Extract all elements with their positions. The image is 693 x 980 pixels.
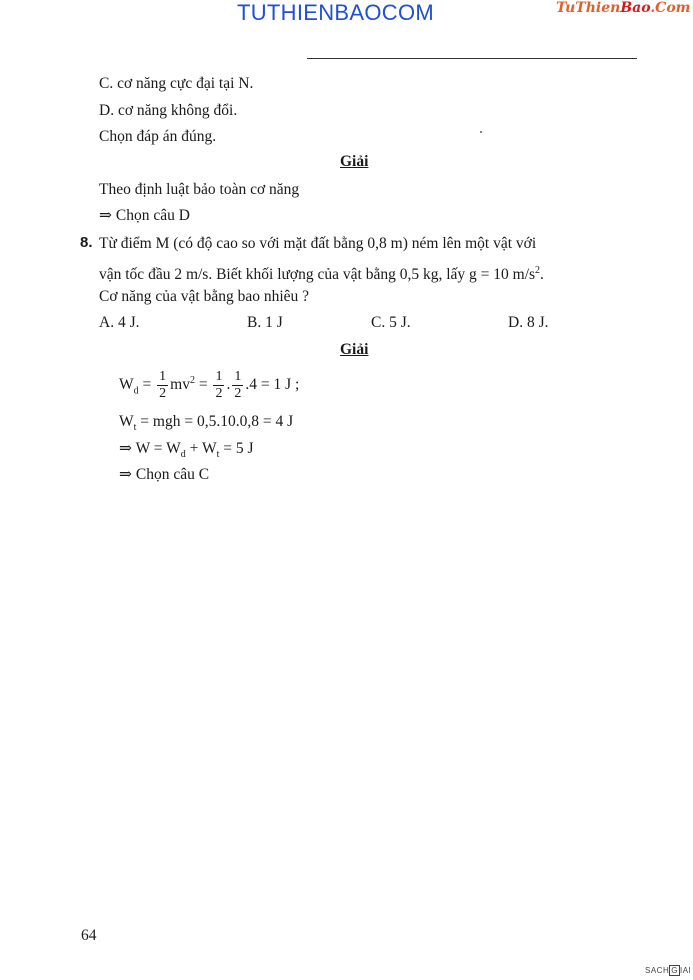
- eq2-lhs-sub: t: [133, 422, 137, 434]
- question-number: 8.: [80, 234, 93, 251]
- equation-total-energy: [119, 439, 254, 465]
- question-line-2: [99, 261, 544, 285]
- question-line-2-sup: 2: [535, 265, 541, 276]
- logo-part-1: TuThien: [556, 0, 621, 16]
- eq1-equals-2: =: [194, 376, 212, 394]
- site-brand: TUTHIENBAOCOM: [237, 0, 435, 25]
- header-rule: [307, 58, 637, 59]
- solution-conclusion: ⇒ Chọn câu C: [119, 466, 210, 483]
- eq1-term-sup: 2: [189, 375, 195, 386]
- site-logo: [556, 0, 690, 16]
- eq3-sub-1: d: [180, 449, 186, 461]
- prev-solution-heading: Giải: [340, 153, 369, 170]
- fraction-one-half-3: [232, 369, 243, 402]
- question-line-2-end: .: [540, 266, 544, 284]
- answer-option-d: D. 8 J.: [508, 314, 549, 331]
- eq3-prefix: ⇒ W = W: [119, 440, 181, 457]
- eq1-equals: =: [138, 376, 156, 394]
- eq2-lhs: W: [119, 413, 134, 430]
- speck: [480, 131, 482, 133]
- footer-brand-right: IAI: [679, 966, 692, 975]
- eq3-sub-2: t: [216, 449, 220, 461]
- frac3-den: 2: [234, 386, 242, 402]
- logo-part-3: .Com: [650, 0, 691, 16]
- answer-option-a: A. 4 J.: [99, 314, 140, 331]
- question-line-3: Cơ năng của vật bằng bao nhiêu ?: [99, 288, 310, 305]
- eq1-lhs-sub: d: [133, 385, 139, 397]
- logo-part-2: Bao: [620, 0, 651, 16]
- eq1-tail: .4 = 1 J ;: [245, 376, 300, 394]
- footer-brand: [645, 966, 691, 975]
- frac3-num: 1: [234, 369, 242, 385]
- fraction-one-half-2: [213, 369, 224, 402]
- equation-kinetic-energy: [119, 363, 299, 409]
- prev-solution-line-1: Theo định luật bảo toàn cơ năng: [99, 181, 300, 198]
- prev-option-c: C. cơ năng cực đại tại N.: [99, 75, 254, 92]
- prev-solution-line-2: ⇒ Chọn câu D: [99, 207, 190, 224]
- equation-potential-energy: [119, 412, 293, 438]
- frac2-den: 2: [215, 386, 223, 402]
- answer-option-b: B. 1 J: [247, 314, 283, 331]
- question-line-2-text: vận tốc đầu 2 m/s. Biết khối lượng của vật bằng 0,5 kg, lấy g = 10 m/s: [99, 266, 536, 284]
- page-number: 64: [81, 927, 97, 944]
- frac2-num: 1: [215, 369, 223, 385]
- footer-brand-left: SACH: [645, 966, 670, 975]
- footer-brand-box: G: [671, 966, 678, 975]
- eq3-rest: = 5 J: [219, 440, 254, 457]
- eq2-rest: = mgh = 0,5.10.0,8 = 4 J: [136, 413, 294, 430]
- eq1-term: mv: [170, 376, 190, 394]
- question-line-1: Từ điểm M (có độ cao so với mặt đất bằng 0,8 m) ném lên một vật với: [99, 235, 537, 252]
- prev-option-d: D. cơ năng không đổi.: [99, 102, 238, 119]
- eq1-dot: .: [226, 376, 231, 394]
- answer-option-c: C. 5 J.: [371, 314, 411, 331]
- solution-heading: Giải: [340, 341, 369, 358]
- frac1-num: 1: [159, 369, 167, 385]
- eq3-mid: + W: [185, 440, 217, 457]
- frac1-den: 2: [159, 386, 167, 402]
- fraction-one-half: [157, 369, 168, 402]
- prev-instruction: Chọn đáp án đúng.: [99, 128, 217, 145]
- eq1-lhs: W: [119, 376, 134, 394]
